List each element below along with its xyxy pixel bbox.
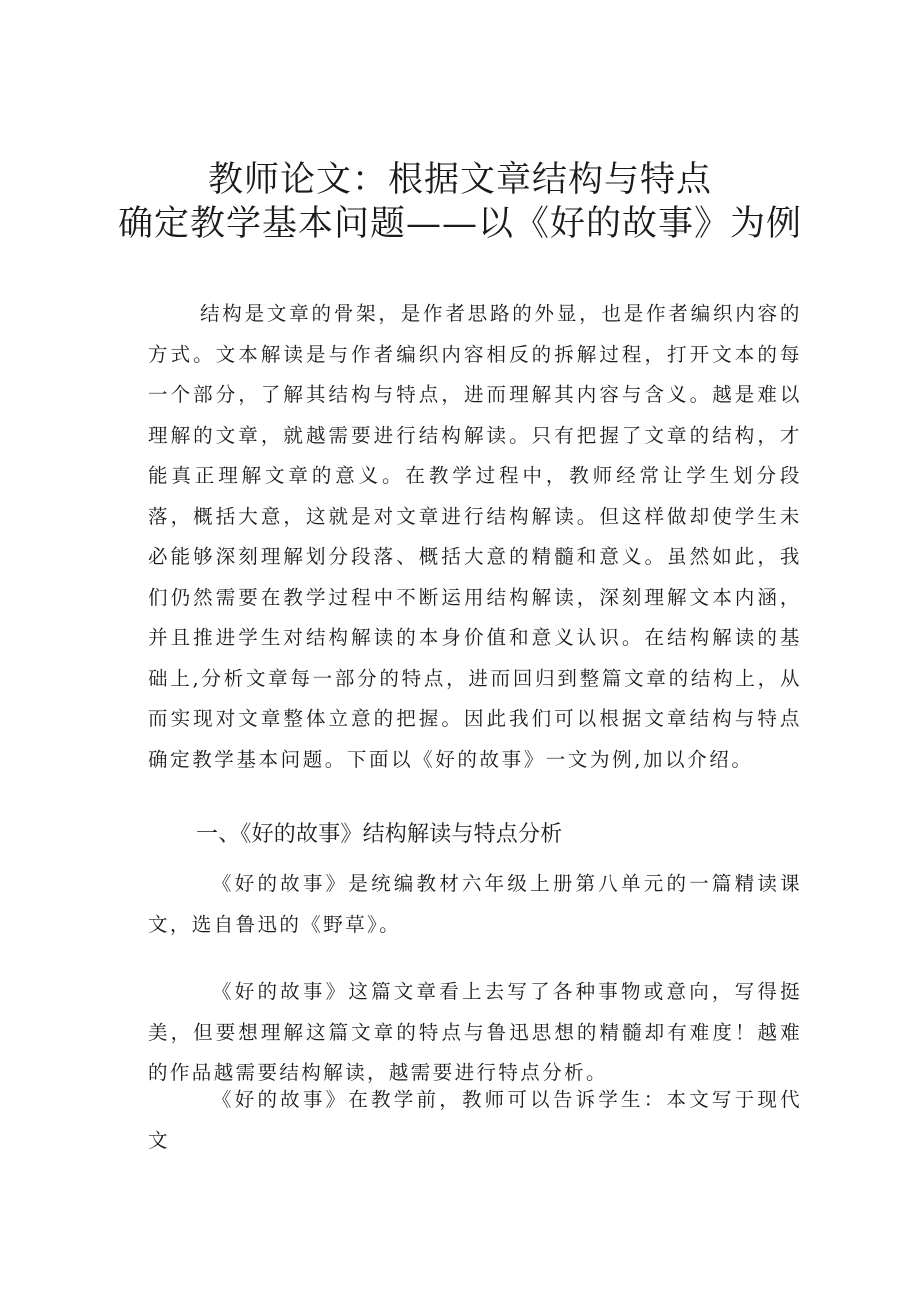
section1-paragraph-1: 《好的故事》是统编教材六年级上册第八单元的一篇精读课文，选自鲁迅的《野草》。 xyxy=(148,872,802,936)
section1-paragraph-2: 《好的故事》这篇文章看上去写了各种事物或意向，写得挺美，但要想理解这篇文章的特点与鲁迅思想的精髓却有难度！越难的作品越需要结构解读，越需要进行特点分析。 xyxy=(148,980,802,1084)
document-title-line-1: 教师论文：根据文章结构与特点 xyxy=(207,160,712,200)
document-title-line-2: 确定教学基本问题——以《好的故事》为例 xyxy=(117,204,802,244)
intro-paragraph: 结构是文章的骨架，是作者思路的外显，也是作者编织内容的方式。文本解读是与作者编织内容相反的拆解过程，打开文本的每一个部分，了解其结构与特点，进而理解其内容与含义。越是难以理解的文章，就越需要进行结构解读。只有把握了文章的结构，才能真正理解文章的意义。在教学过程中，教师经常让学生划分段落，概括大意，这就是对文章进行结构解读。但这样做却使学生未必能够深刻理解划分段落、概括大意的精髓和意义。虽然如此，我们仍然需要在教学过程中不断运用结构解读，深刻理解文本内涵，并且推进学生对结构解读的本身价值和意义认识。在结构解读的基础上,分析文章每一部分的特点，进而回归到整篇文章的结构上，从而实现对文章整体立意的把握。因此我们可以根据文章结构与特点确定教学基本问题。下面以《好的故事》一文为例,加以介绍。 xyxy=(148,302,802,771)
section1-paragraph-3: 《好的故事》在教学前，教师可以告诉学生：本文写于现代文 xyxy=(148,1088,802,1152)
section-heading-1: 一、《好的故事》结构解读与特点分析 xyxy=(196,822,563,847)
